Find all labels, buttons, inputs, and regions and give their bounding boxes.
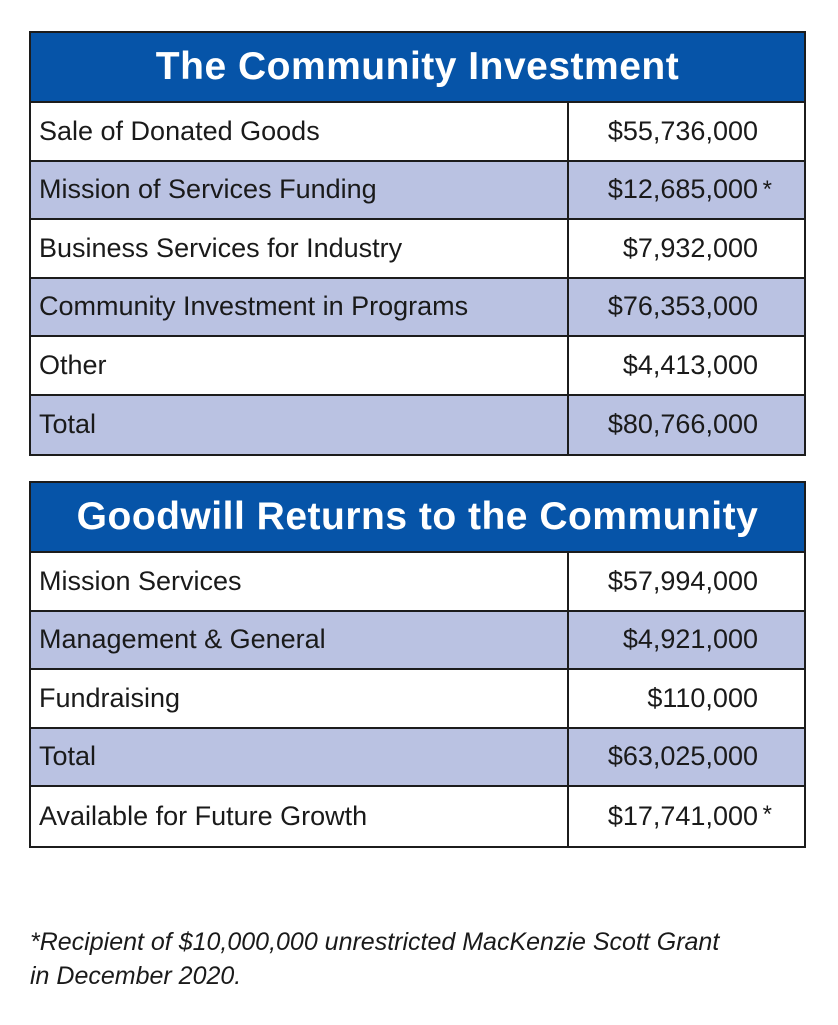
- row-amount: $55,736,000: [607, 115, 758, 146]
- row-label: Total: [31, 396, 569, 455]
- footnote-line: *Recipient of $10,000,000 unrestricted MacKenzie Scott Grant: [30, 928, 720, 956]
- row-label: Sale of Donated Goods: [31, 103, 569, 160]
- grant-footnote: [30, 925, 820, 993]
- row-label: Available for Future Growth: [31, 787, 569, 846]
- total-row: [31, 729, 804, 788]
- footnote-marker: *: [762, 175, 772, 203]
- row-label: Management & General: [31, 612, 569, 669]
- row-amount: $4,921,000: [622, 624, 758, 655]
- row-label: Other: [31, 337, 569, 394]
- row-value: [569, 670, 804, 727]
- community-returns-title: Goodwill Returns to the Community: [31, 483, 804, 553]
- row-value: [569, 220, 804, 277]
- table-row: [31, 162, 804, 221]
- row-label: Mission Services: [31, 553, 569, 610]
- footnote-line: in December 2020.: [30, 962, 242, 990]
- row-value: [569, 553, 804, 610]
- row-amount: $7,932,000: [622, 232, 758, 263]
- row-amount: $12,685,000: [607, 174, 758, 205]
- row-value: [569, 279, 804, 336]
- row-value: [569, 729, 804, 786]
- community-investment-title: The Community Investment: [31, 33, 804, 103]
- table-row: [31, 220, 804, 279]
- total-row: [31, 396, 804, 455]
- row-amount: $76,353,000: [607, 291, 758, 322]
- row-label: Fundraising: [31, 670, 569, 727]
- row-value: [569, 337, 804, 394]
- row-label: Total: [31, 729, 569, 786]
- row-amount: $57,994,000: [607, 565, 758, 596]
- table-row: [31, 612, 804, 671]
- row-value: [569, 396, 804, 455]
- table-row: [31, 103, 804, 162]
- row-label: Community Investment in Programs: [31, 279, 569, 336]
- row-value: [569, 787, 804, 846]
- community-investment-table: [29, 31, 806, 456]
- row-amount: $63,025,000: [607, 741, 758, 772]
- footnote-marker: *: [762, 801, 772, 828]
- row-label: Mission of Services Funding: [31, 162, 569, 219]
- table-row: [31, 337, 804, 396]
- table-row: [31, 553, 804, 612]
- row-amount: $17,741,000: [607, 800, 758, 831]
- table-row: [31, 787, 804, 846]
- community-returns-table: [29, 481, 806, 848]
- table-row: [31, 670, 804, 729]
- row-value: [569, 612, 804, 669]
- row-value: [569, 162, 804, 219]
- table-row: [31, 279, 804, 338]
- row-label: Business Services for Industry: [31, 220, 569, 277]
- row-amount: $80,766,000: [607, 409, 758, 440]
- row-amount: $4,413,000: [622, 349, 758, 380]
- row-value: [569, 103, 804, 160]
- row-amount: $110,000: [647, 682, 758, 713]
